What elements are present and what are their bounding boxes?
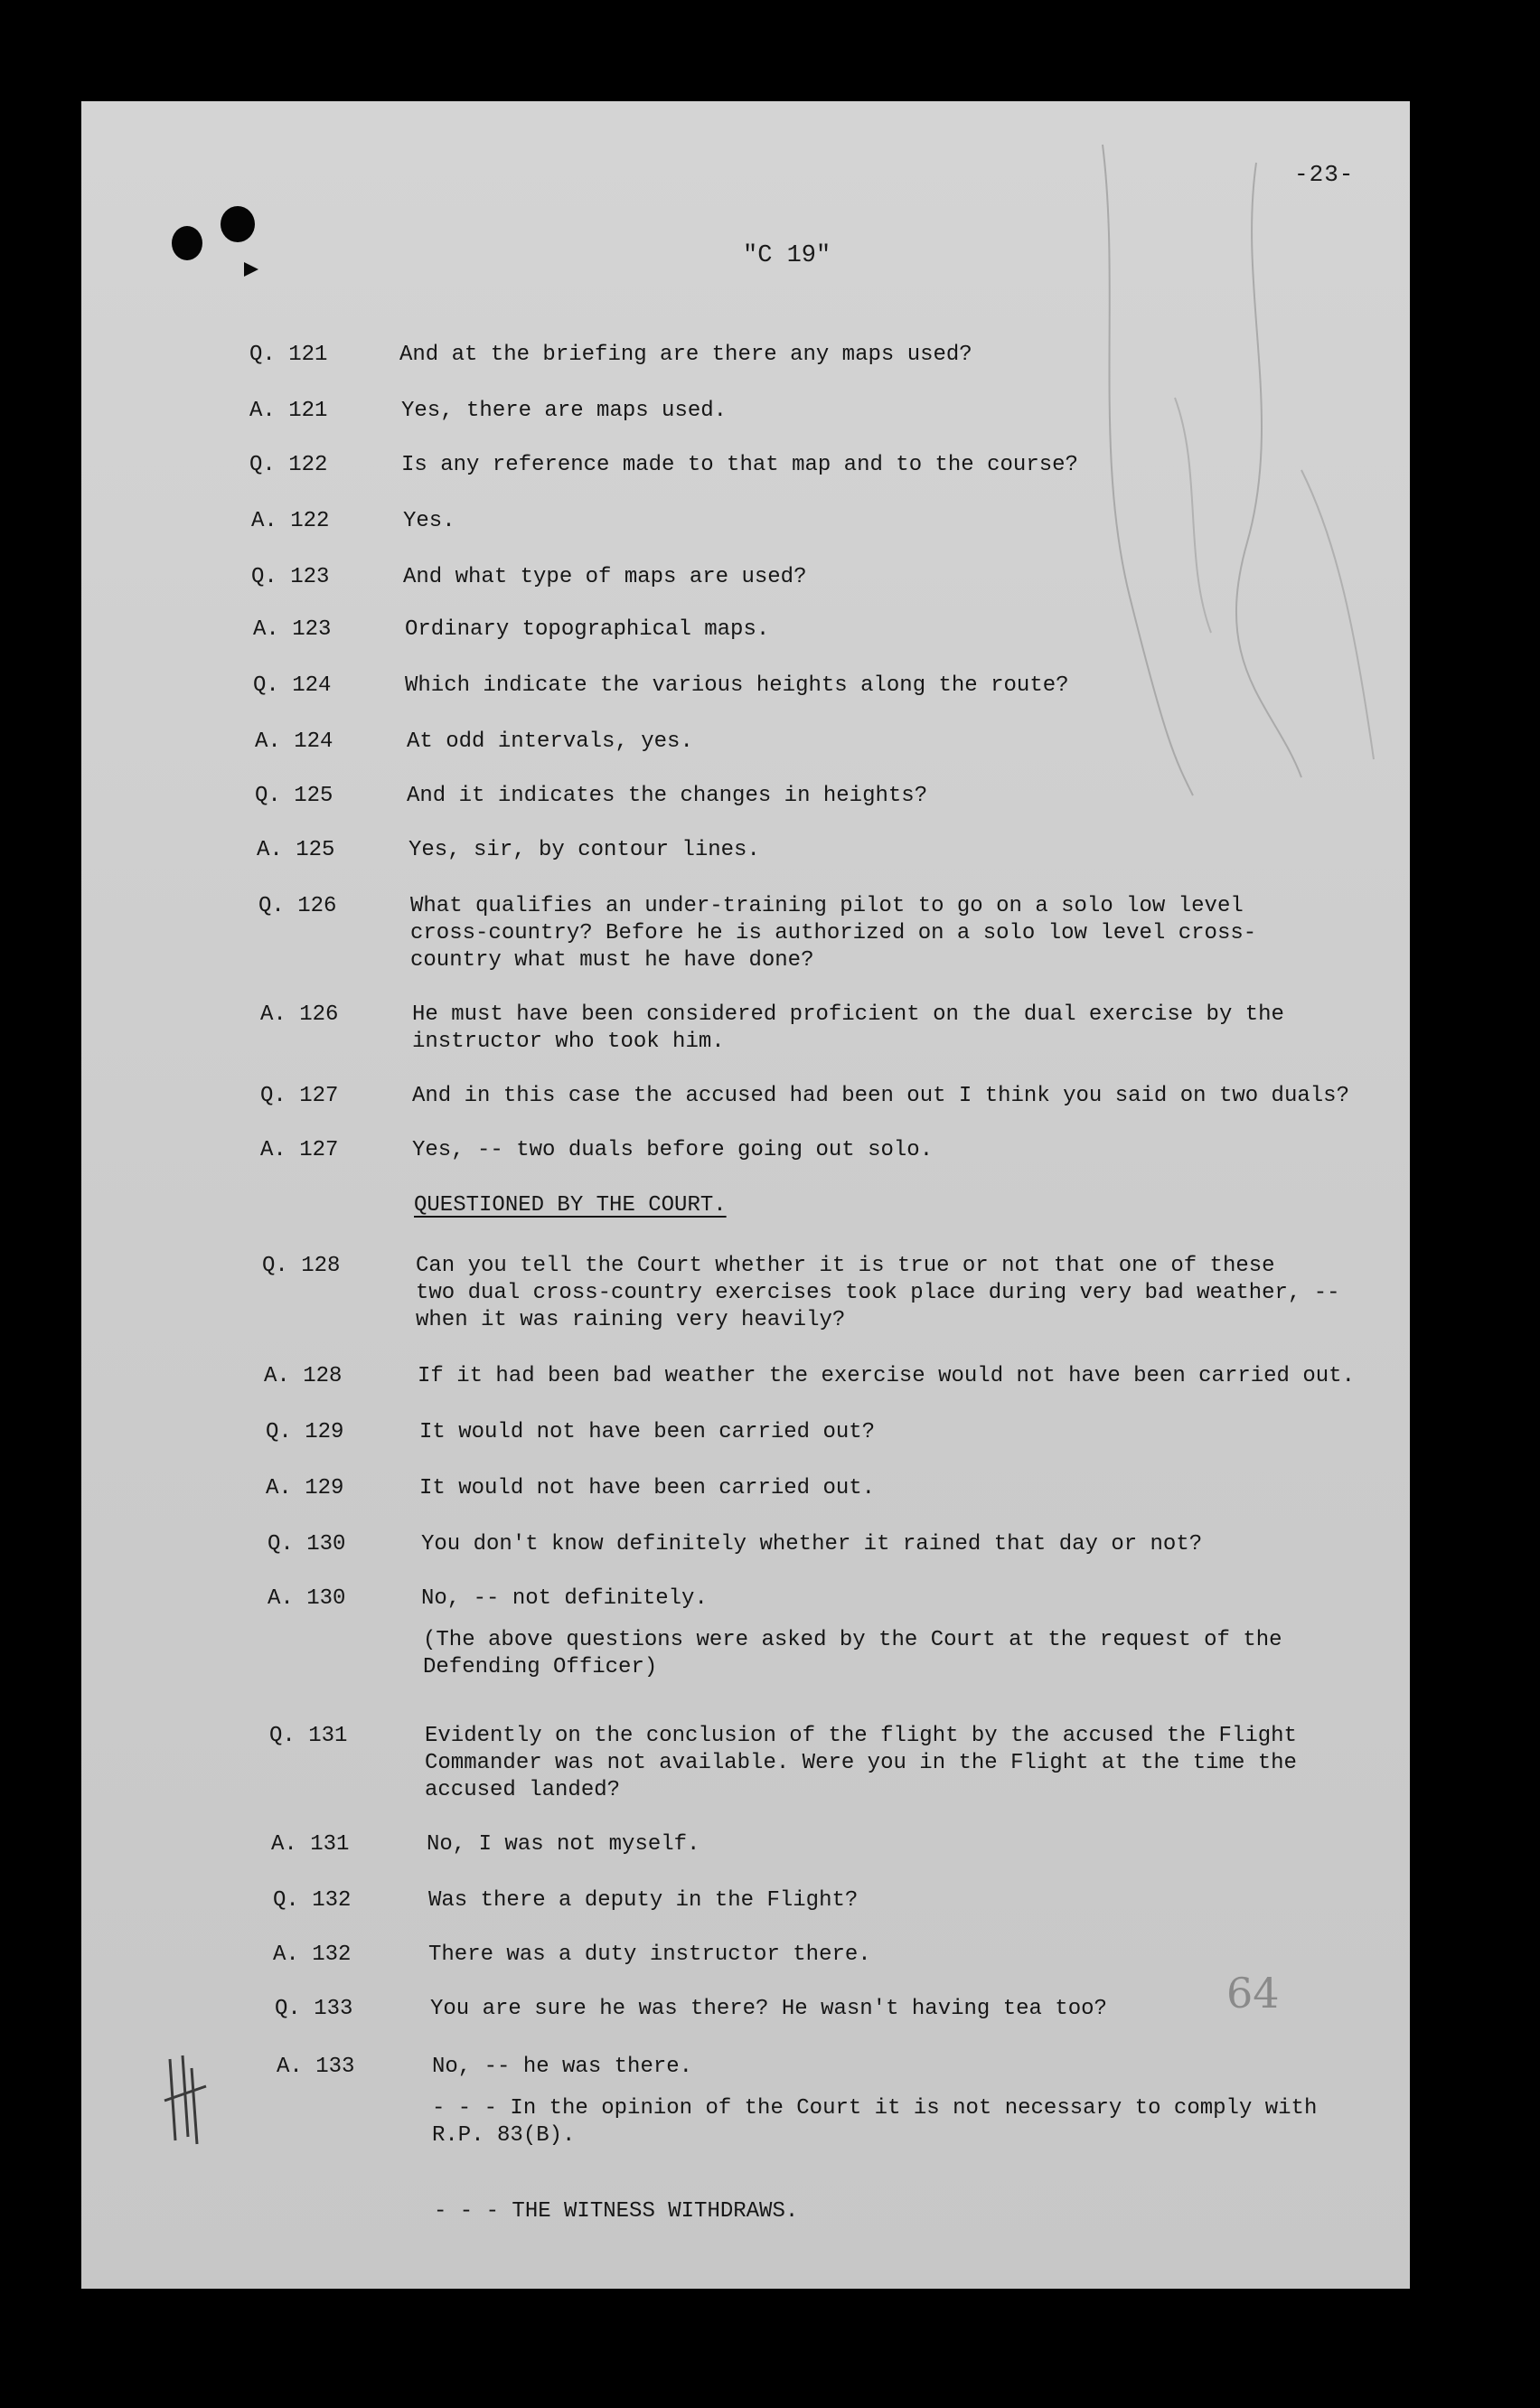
entry-text: Was there a deputy in the Flight? — [428, 1888, 859, 1913]
entry-label: Q. 131 — [269, 1724, 348, 1748]
entry-text: And what type of maps are used? — [403, 565, 807, 589]
entry-text: Which indicate the various heights along the route? — [405, 673, 1069, 698]
entry-label: Q. 129 — [266, 1420, 344, 1444]
entry-label: A. 121 — [249, 399, 328, 423]
entry-label: A. 127 — [260, 1138, 339, 1162]
entry-text: Evidently on the conclusion of the flight by the accused the Flight Commander was not available. Were you in the Flight at the time the accused landed? — [425, 1724, 1297, 1802]
entry-label: Q. 123 — [251, 565, 330, 589]
arrow-mark-icon — [244, 262, 258, 277]
entry-text: No, -- not definitely. — [421, 1586, 708, 1611]
entry-text: And at the briefing are there any maps used? — [399, 343, 972, 367]
entry-text: If it had been bad weather the exercise would not have been carried out. — [418, 1364, 1355, 1388]
entry-label: Q. 130 — [268, 1532, 346, 1557]
punch-hole — [221, 206, 255, 242]
entry-label: A. 128 — [264, 1364, 343, 1388]
entry-text: He must have been considered proficient on the dual exercise by the instructor who took him. — [412, 1002, 1284, 1054]
entry-text: It would not have been carried out. — [419, 1476, 876, 1500]
entry-text: Yes. — [403, 509, 455, 533]
entry-label: Q. 126 — [258, 894, 337, 918]
entry-label: A. 133 — [277, 2055, 355, 2079]
entry-text: At odd intervals, yes. — [407, 729, 693, 754]
document-code: "C 19" — [743, 242, 831, 269]
entry-text: Can you tell the Court whether it is true or not that one of these two dual cross-country exercises took place during very bad weather, -- when it was raining very heavily? — [416, 1254, 1340, 1332]
page-number: -23- — [1294, 161, 1355, 188]
entry-label: Q. 127 — [260, 1084, 339, 1108]
entry-label: Q. 121 — [249, 343, 328, 367]
stamp-number: 64 — [1226, 1969, 1280, 2018]
entry-label: Q. 124 — [253, 673, 332, 698]
entry-label: Q. 133 — [275, 1997, 353, 2021]
entry-text: No, I was not myself. — [427, 1832, 700, 1857]
witness-withdraws-note: - - - THE WITNESS WITHDRAWS. — [434, 2199, 799, 2224]
entry-label: A. 130 — [268, 1586, 346, 1611]
entry-label: Q. 128 — [262, 1254, 341, 1278]
handwritten-initials-mark — [161, 2050, 215, 2149]
entry-label: A. 132 — [273, 1942, 352, 1967]
entry-text: You don't know definitely whether it rained that day or not? — [421, 1532, 1203, 1557]
entry-text: You are sure he was there? He wasn't having tea too? — [430, 1997, 1107, 2021]
court-request-note: (The above questions were asked by the Court at the request of the Defending Officer) — [423, 1628, 1282, 1679]
entry-label: A. 124 — [255, 729, 333, 754]
entry-label: A. 122 — [251, 509, 330, 533]
entry-text: There was a duty instructor there. — [428, 1942, 871, 1967]
entry-label: A. 126 — [260, 1002, 339, 1027]
entry-text: And in this case the accused had been out I think you said on two duals? — [412, 1084, 1349, 1108]
entry-label: A. 129 — [266, 1476, 344, 1500]
punch-hole — [172, 226, 202, 260]
entry-text: No, -- he was there. — [432, 2055, 693, 2079]
entry-text: Yes, -- two duals before going out solo. — [412, 1138, 934, 1162]
entry-text: Is any reference made to that map and to the course? — [401, 453, 1078, 477]
entry-text: What qualifies an under-training pilot to go on a solo low level cross-country? Before he is authorized on a solo low level cross- country what must he have done? — [410, 894, 1257, 973]
entry-text: And it indicates the changes in heights? — [407, 784, 928, 808]
entry-label: Q. 125 — [255, 784, 333, 808]
court-questions-heading: QUESTIONED BY THE COURT. — [414, 1193, 727, 1218]
entry-text: Yes, sir, by contour lines. — [408, 838, 760, 862]
entry-text: It would not have been carried out? — [419, 1420, 876, 1444]
entry-text: Yes, there are maps used. — [401, 399, 728, 423]
court-opinion-note: - - - In the opinion of the Court it is not necessary to comply with R.P. 83(B). — [432, 2096, 1318, 2148]
entry-label: Q. 122 — [249, 453, 328, 477]
entry-label: A. 125 — [257, 838, 335, 862]
entry-label: A. 123 — [253, 617, 332, 642]
entry-label: A. 131 — [271, 1832, 350, 1857]
entry-label: Q. 132 — [273, 1888, 352, 1913]
entry-text: Ordinary topographical maps. — [405, 617, 770, 642]
